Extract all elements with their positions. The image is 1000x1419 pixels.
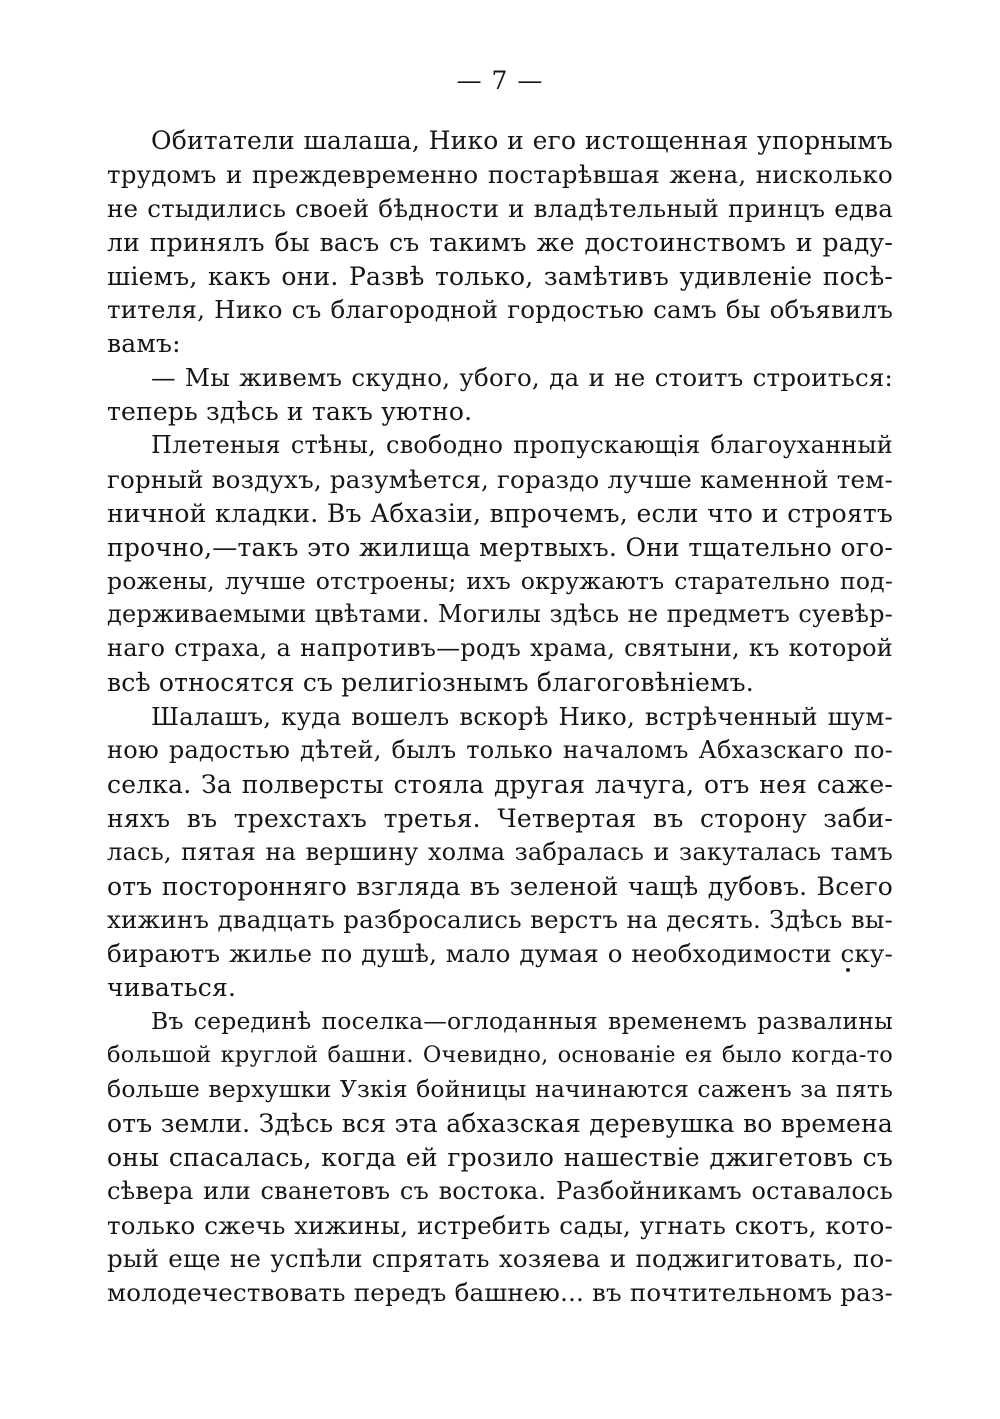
text-line: ною радостью дѣтей, былъ только началомъ Абхазскаго по- <box>107 736 893 765</box>
text-line: только сжечь хижины, истребить сады, угнать скотъ, кото- <box>107 1210 893 1240</box>
text-line: всѣ относятся съ религіознымъ благоговѣніемъ. <box>107 668 754 698</box>
text-line: сѣвера или сванетовъ съ востока. Разбойникамъ оставалось <box>107 1176 893 1205</box>
text-line: рый еще не успѣли спрятать хозяева и поджигитовать, по- <box>107 1244 893 1274</box>
text-line: лась, пятая на вершину холма забралась и закуталась тамъ <box>107 837 893 866</box>
text-line: большой круглой башни. Очевидно, основаніе ея было когда-то <box>107 1042 893 1069</box>
text-line: Шалашъ, куда вошелъ вскорѣ Нико, встрѣченный шум- <box>151 702 893 732</box>
text-line: горный воздухъ, разумѣется, гораздо лучше каменной тем- <box>107 464 893 494</box>
text-line: селка. За полверсты стояла другая лачуга, отъ нея саже- <box>107 769 893 799</box>
text-line: теперь здѣсь и такъ уютно. <box>107 397 473 427</box>
text-line: наго страха, а напротивъ—родъ храма, святыни, къ которой <box>107 634 893 663</box>
text-line: больше верхушки Узкія бойницы начинаются саженъ за пять <box>107 1074 893 1103</box>
print-speck <box>846 968 850 972</box>
text-line: Въ серединѣ поселка—оглоданныя временемъ развалины <box>151 1007 893 1036</box>
text-line: трудомъ и преждевременно постарѣвшая жена, нисколько <box>107 159 893 189</box>
text-line: Плетеныя стѣны, свободно пропускающія благоуханный <box>151 431 893 460</box>
text-line: хижинъ двадцать разбросались верстъ на десять. Здѣсь вы- <box>107 905 893 935</box>
text-line: Обитатели шалаша, Нико и его истощенная упорнымъ <box>151 126 893 155</box>
text-line: чиваться. <box>107 973 237 1003</box>
text-line: тителя, Нико съ благородной гордостью самъ бы объявилъ <box>107 295 893 325</box>
page-number: — 7 — <box>456 66 544 95</box>
text-line: прочно,—такъ это жилища мертвыхъ. Они тщательно ого- <box>107 532 893 562</box>
text-line: отъ посторонняго взгляда въ зеленой чащѣ дубовъ. Всего <box>107 871 893 901</box>
text-line: няхъ въ трехстахъ третья. Четвертая въ сторону заби- <box>107 803 893 833</box>
text-line: не стыдились своей бѣдности и владѣтельный принцъ едва <box>107 193 893 223</box>
text-line: рожены, лучше отстроены; ихъ окружаютъ старательно под- <box>107 566 893 595</box>
text-line: оны спасалась, когда ей грозило нашествіе джигетовъ съ <box>107 1142 893 1172</box>
text-line: ли принялъ бы васъ съ такимъ же достоинствомъ и раду- <box>107 227 893 257</box>
text-line: — Мы живемъ скудно, убого, да и не стоитъ строиться: <box>151 363 893 393</box>
body-text <box>107 124 893 1310</box>
text-line: вамъ: <box>107 329 181 359</box>
text-line: бираютъ жилье по душѣ, мало думая о необходимости ску- <box>107 939 893 969</box>
text-line: шіемъ, какъ они. Развѣ только, замѣтивъ удивленіе посѣ- <box>107 261 893 291</box>
text-line: держиваемыми цвѣтами. Могилы здѣсь не предметъ суевѣр- <box>107 600 893 629</box>
text-line: молодечествовать передъ башнею... въ почтительномъ раз- <box>107 1278 893 1308</box>
text-line: ничной кладки. Въ Абхазіи, впрочемъ, если что и строятъ <box>107 498 893 528</box>
text-line: отъ земли. Здѣсь вся эта абхазская деревушка во времена <box>107 1108 893 1138</box>
